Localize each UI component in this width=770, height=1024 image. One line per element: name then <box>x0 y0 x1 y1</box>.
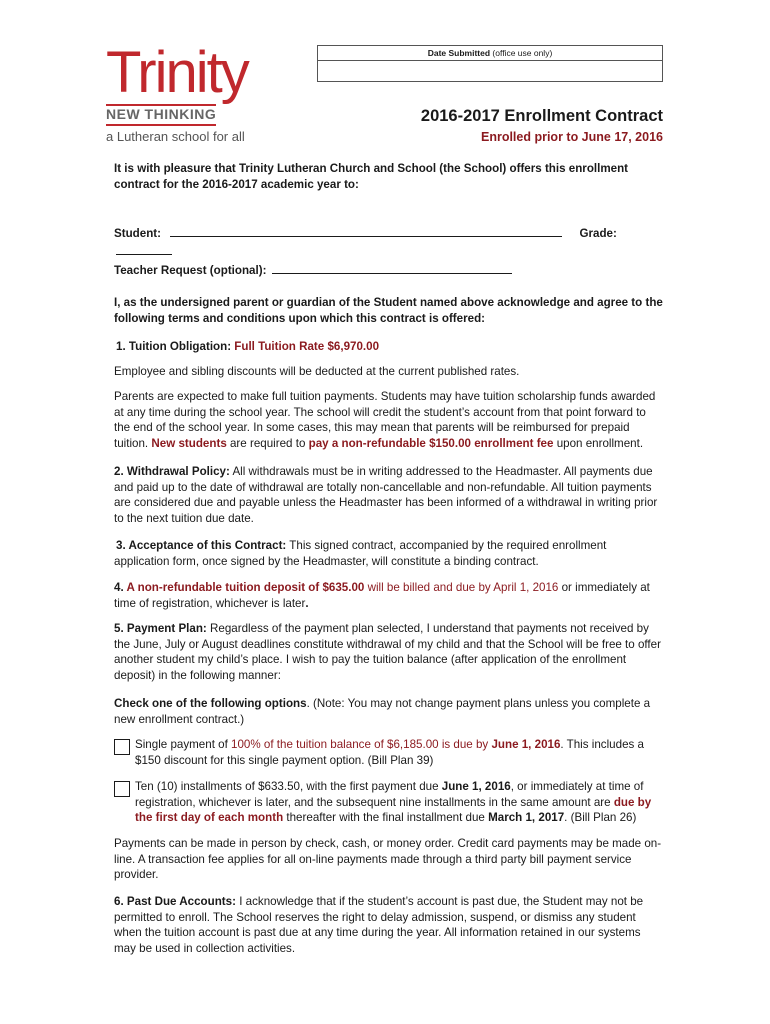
payment-methods-text: Payments can be made in person by check, cash, or money order. Credit card payments may be made on-line. A transaction fee applies for all on-line payments made through a third party bill payment service provider. <box>114 837 662 882</box>
payment-option-single <box>114 737 664 768</box>
school-logo <box>106 40 276 144</box>
contract-title: 2016-2017 Enrollment Contract <box>420 107 663 125</box>
section-6-past-due: 6. Past Due Accounts: I acknowledge that if the student’s account is past due, the Student may not be permitted to enroll. The School reserves the right to delay admission, suspend, or dismiss any student when the tuition account is past due at any time during the year. All information retained in our systems may be used in collection activities. <box>114 895 644 955</box>
section-1-body: Parents are expected to make full tuition payments. Students may have tuition scholarship funds awarded at any time during the school year. The school will credit the student’s account from that point forward to the end of the school year. In some cases, this may mean that parents will be reimbursed for prepaid tuition. New students are required to pay a non-refundable $150.00 enrollment fee upon enrollment. <box>114 390 656 450</box>
grade-label: Grade: <box>579 227 617 240</box>
intro-text: It is with pleasure that Trinity Lutheran Church and School (the School) offers this enrollment contract for the 2016-2017 academic year to: <box>114 162 629 191</box>
date-submitted-field[interactable] <box>318 61 662 83</box>
teacher-request-row <box>114 261 512 279</box>
section-1-heading: 1. Tuition Obligation: Full Tuition Rate $6,970.00 <box>116 340 380 353</box>
logo-subline: a Lutheran school for all <box>106 128 245 144</box>
section-5-payment-plan: 5. Payment Plan: Regardless of the payment plan selected, I understand that payments not received by the June, July or August deadlines constitute withdrawal of my child and that the School will be free to offer another student my child’s place. I wish to pay the tuition balance (after application of the enrollment deposit) in the following manner: <box>114 622 661 682</box>
installments-text: Ten (10) installments of $633.50, with the first payment due June 1, 2016, or immediately at time of registration, whichever is later, and the subsequent nine installments in the same amount are due by the first day of each month thereafter with the final installment due March 1, 2017. (Bill Plan 26) <box>135 780 652 825</box>
section-3-acceptance: 3. Acceptance of this Contract: This signed contract, accompanied by the required enrollment application form, once signed by the Headmaster, will constitute a binding contract. <box>114 539 607 568</box>
teacher-request-field[interactable] <box>272 261 512 274</box>
teacher-request-label: Teacher Request (optional): <box>114 264 267 277</box>
acknowledgement-text: I, as the undersigned parent or guardian of the Student named above acknowledge and agree to the following terms and conditions upon which this contract is offered: <box>114 296 663 325</box>
date-submitted-box <box>317 45 663 82</box>
payment-option-installments <box>114 779 664 826</box>
grade-field[interactable] <box>116 242 172 255</box>
section-2-withdrawal: 2. Withdrawal Policy: All withdrawals must be in writing addressed to the Headmaster. All payments due and paid up to the date of withdrawal are totally non-cancellable and non-refundable. All tuition payments are considered due and payable unless the Headmaster has been informed of a withdrawal in writing prior to the next tuition due date. <box>114 465 658 525</box>
student-label: Student: <box>114 227 162 240</box>
section-1-discounts: Employee and sibling discounts will be deducted at the current published rates. <box>114 365 520 378</box>
section-5-check-instructions: Check one of the following options. (Note: You may not change payment plans unless you complete a new enrollment contract.) <box>114 697 651 726</box>
student-field[interactable] <box>170 224 562 237</box>
date-submitted-label: Date Submitted (office use only) <box>318 46 662 61</box>
contract-subtitle: Enrolled prior to June 17, 2016 <box>480 130 663 144</box>
logo-tagline: NEW THINKING <box>106 104 216 126</box>
installments-checkbox[interactable] <box>114 781 130 797</box>
single-payment-text: Single payment of 100% of the tuition balance of $6,185.00 is due by June 1, 2016. This includes a $150 discount for this single payment option. (Bill Plan 39) <box>135 738 644 767</box>
student-grade-row <box>114 224 664 240</box>
section-4-deposit: 4. A non-refundable tuition deposit of $635.00 will be billed and due by April 1, 2016 or immediately at time of registration, whichever is later. <box>114 581 650 610</box>
single-payment-checkbox[interactable] <box>114 739 130 755</box>
logo-wordmark: Trinity <box>106 40 248 105</box>
